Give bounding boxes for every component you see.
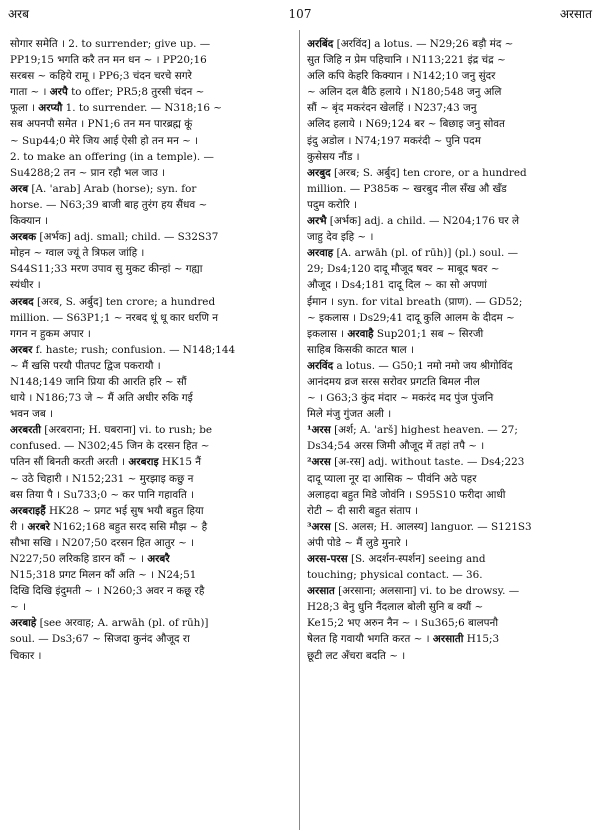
text-line: [307, 277, 591, 293]
text-line: [307, 294, 591, 310]
entry-text: दादू प्याला नूर दा आसिक ~ पीवंनि अठे पहर: [307, 472, 477, 485]
headword: अरविंद: [307, 359, 334, 372]
entry-text: to offer; PR5;8 तुरसी चंदन ~: [67, 86, 205, 99]
text-line: [307, 68, 591, 84]
headword: अरबराइ: [128, 456, 159, 469]
entry-text: षेलत हि गवायौ भगति करत ~ ।: [307, 633, 433, 646]
entry-text: N148;149 जानि प्रिया की आरति हरि ~ सौं: [10, 375, 187, 388]
text-line: [307, 149, 591, 165]
entry-text: [अर्श; A. 'arš] highest heaven. — 27;: [330, 424, 518, 437]
entry-text: बस तिया पै । Su733;0 ~ कर पानि गहावति ।: [10, 488, 194, 501]
headword: अरबद: [10, 295, 34, 308]
entry-text: पतिन सौं बिनती करती अरती ।: [10, 456, 129, 469]
entry-text: दिखि दिखि इंदुमती ~ । N260;3 अवर न कछू रहै: [10, 585, 205, 598]
text-line: [10, 390, 294, 406]
entry-text: [अरसाना; अलसाना] vi. to be drowsy. —: [334, 585, 520, 598]
entry-text: ~ Sup44;0 मेरे जिय आई ऐसी हो तन मन ~ ।: [10, 134, 199, 147]
entry-text: 29; Ds4;120 दादू मौजूद षवर ~ माबूद षवर ~: [307, 263, 500, 276]
entry-text: किक्यान ।: [10, 215, 48, 228]
text-line: [307, 438, 591, 454]
entry-text: ~ उठे चिहारी । N152;231 ~ मुरझाइ कछु न: [10, 472, 194, 485]
headword: ³अरस: [307, 520, 331, 533]
entry-text: [अरब, S. अर्बुद] ten crore; a hundred: [33, 295, 216, 308]
entry-text: चिकार ।: [10, 649, 42, 662]
entry-text: कुसेसय नौंड ।: [307, 150, 360, 163]
entry-text: H15;3: [463, 633, 500, 646]
text-line: [307, 374, 591, 390]
text-line: [10, 100, 294, 116]
entry-text: जाहु देव इहि ~ ।: [307, 231, 374, 244]
entry-text: सुत जिहि न प्रेम पहिचानि । N113;221 इंद्र चंद्र ~: [307, 54, 506, 67]
headword: अरभै: [307, 215, 327, 228]
text-line: [307, 551, 591, 567]
entry-text: गगन न हुकम अपार ।: [10, 327, 91, 340]
entry-text: साहिब किसकी काटत षाल ।: [307, 343, 414, 356]
text-line: [307, 648, 591, 664]
entry-text: a lotus. — G50;1 नमो नमो जय श्रीगोविंद: [333, 359, 513, 372]
text-line: [10, 52, 294, 68]
entry-text: [अरविंद] a lotus. — N29;26 बड़ौ मंद ~: [333, 38, 514, 50]
headword: अरबरती: [10, 424, 41, 437]
entry-text: औजूद । Ds4;181 दादू दिल ~ का सो अपणां: [307, 279, 487, 292]
headword: अरपै: [49, 86, 68, 99]
text-line: [307, 342, 591, 358]
header-last-word: अरसात: [559, 7, 592, 21]
text-line: [307, 181, 591, 197]
text-line: [307, 245, 591, 261]
text-line: [307, 261, 591, 277]
text-line: [307, 599, 591, 615]
entry-text: स्यंधीर ।: [10, 279, 41, 292]
text-line: [10, 133, 294, 149]
entry-text: ईमान । syn. for vital breath (प्राण). — GD52;: [307, 295, 523, 308]
text-line: [10, 471, 294, 487]
entry-text: f. haste; rush; confusion. — N148;144: [32, 343, 236, 356]
headword: अरबर: [10, 343, 33, 356]
text-line: [10, 454, 294, 470]
header-first-word: अरब: [8, 7, 29, 21]
entry-text: ~ ।: [10, 601, 26, 614]
entry-text: H28;3 बेनु धुनि नैंदलाल बोली सुनि ब क्यौं ~: [307, 601, 484, 614]
entry-text: आनंदमय व्रज सरस सरोवर प्रगटति बिमल नील: [307, 375, 480, 388]
text-line: [307, 36, 591, 52]
running-header: [8, 6, 592, 22]
entry-text: अलिद हलाये । N69;124 बर ~ बिछाइ जनु सोवत: [307, 118, 505, 131]
text-line: [307, 503, 591, 519]
text-line: [307, 229, 591, 245]
right-column: [307, 36, 591, 664]
entry-text: million. — S63P1;1 ~ नरबद धूं धू कार धरणि न: [10, 311, 219, 324]
text-line: [307, 631, 591, 647]
entry-text: ~ । G63;3 कुंद मंदार ~ मकरंद मद पुंज पुंजनि: [307, 392, 494, 405]
text-line: [307, 133, 591, 149]
text-line: [307, 422, 591, 438]
entry-text: 1. to surrender. — N318;16 ~: [62, 102, 222, 115]
entry-text: [अ-रस] adj. without taste. — Ds4;223: [330, 456, 525, 469]
entry-text: N162;168 बहुत सरद ससि मौझ ~ है: [49, 520, 208, 533]
text-line: [307, 471, 591, 487]
entry-text: पदुम करोरि ।: [307, 198, 358, 211]
text-line: [10, 197, 294, 213]
entry-text: सोगार समेति । 2. to surrender; give up. —: [10, 38, 211, 50]
entry-text: सरबस ~ कहिये रामू । PP6;3 चंदन चरचे सगरे: [10, 70, 192, 83]
text-line: [307, 406, 591, 422]
entry-text: [A. arwāh (pl. of rūh)] (pl.) soul. —: [333, 247, 518, 260]
text-line: [307, 326, 591, 342]
entry-text: सब अपनपौ समेत । PN1;6 तन मन पारब्रह्म कूं: [10, 118, 193, 131]
entry-text: [S. अदर्शन-स्पर्शन] seeing and: [347, 553, 486, 565]
entry-text: N227;50 लरिकहि डारन कौं ~ ।: [10, 553, 148, 565]
text-line: [10, 422, 294, 438]
text-line: [10, 358, 294, 374]
entry-text: Sup201;1 सब ~ सिरजी: [373, 327, 484, 340]
entry-text: Ds34;54 अरस जिमी औजूद में तहां तपै ~ ।: [307, 440, 485, 453]
entry-text: touching; physical contact. — 36.: [307, 569, 483, 582]
text-line: [307, 535, 591, 551]
text-line: [307, 519, 591, 535]
entry-text: [अरब; S. अर्बुद] ten crore, or a hundred: [330, 166, 527, 179]
headword: अरवाह: [307, 247, 334, 260]
headword: अरबाहे: [10, 617, 37, 630]
text-line: [307, 165, 591, 181]
text-line: [10, 116, 294, 132]
text-line: [10, 551, 294, 567]
entry-text: [S. अलस; H. आलस्य] languor. — S121S3: [330, 520, 532, 533]
headword: अरबक: [10, 231, 37, 244]
headword: अरबराइहैं: [10, 504, 46, 517]
text-line: [10, 487, 294, 503]
entry-text: [अर्भक] adj. small; child. — S32S37: [36, 231, 219, 244]
column-divider: [299, 30, 300, 830]
entry-text: million. — P385क ~ खरबुद नील सँख औ खँड: [307, 182, 507, 195]
entry-text: मिले मंजु गुंजत अली ।: [307, 408, 392, 421]
text-line: [10, 213, 294, 229]
entry-text: सौभा सखि । N207;50 दरसन हित आतुर ~ ।: [10, 536, 195, 549]
text-line: [10, 68, 294, 84]
entry-text: ~ मैं खसि परयौ पीतपट द्विज पकरायौ ।: [10, 359, 161, 372]
text-line: [307, 310, 591, 326]
text-line: [307, 583, 591, 599]
entry-text: [see अरवाह; A. arwāh (pl. of rūh)]: [36, 617, 209, 630]
page-number: 107: [288, 7, 312, 21]
text-line: [307, 454, 591, 470]
text-line: [307, 390, 591, 406]
text-line: [10, 374, 294, 390]
entry-text: इकलास ।: [307, 327, 348, 340]
entry-text: अलि कपि केहरि किक्यान । N142;10 जनु सुंदर: [307, 70, 496, 83]
entry-text: Ke15;2 भए अरुन नैन ~ । Su365;6 बालपनौ: [307, 617, 499, 630]
entry-text: S44S11;33 मरण उपाव सु मुकट कीन्हां ~ गह्या: [10, 263, 203, 276]
entry-text: छूटी लट अँचरा बदति ~ ।: [307, 649, 406, 662]
entry-text: गाता ~ ।: [10, 86, 50, 99]
text-line: [10, 519, 294, 535]
headword: अरबिंद: [307, 38, 334, 50]
entry-text: अलाहदा बहुत मिडे जोवंनि । S95S10 फरीदा आधी: [307, 488, 506, 501]
headword: अरबरै: [147, 553, 170, 565]
entry-text: अंपी पोडे ~ मैं लुडे मुनारे ।: [307, 536, 408, 549]
text-line: [10, 406, 294, 422]
entry-text: HK28 ~ प्रगट भई सुष भयौ बहुत हिया: [45, 504, 204, 517]
headword: अरबरे: [27, 520, 50, 533]
text-line: [307, 487, 591, 503]
text-line: [307, 197, 591, 213]
entry-text: [अर्भक] adj. a child. — N204;176 घर ले: [326, 215, 520, 228]
text-line: [307, 213, 591, 229]
text-line: [10, 503, 294, 519]
entry-text: N15;318 प्रगट मिलन कौं अति ~ । N24;51: [10, 569, 197, 582]
text-line: [10, 36, 294, 52]
text-line: [10, 583, 294, 599]
text-line: [307, 116, 591, 132]
entry-text: रोटी ~ दी सारी बहुत संताप ।: [307, 504, 419, 517]
left-column: [10, 36, 294, 664]
text-line: [10, 229, 294, 245]
entry-text: HK15 नैं: [158, 456, 201, 469]
text-line: [307, 567, 591, 583]
headword: अरस-परस: [307, 553, 348, 565]
entry-text: मोहन ~ ग्वाल ज्यूं ते त्रिफल जांहि ।: [10, 247, 145, 260]
text-line: [307, 358, 591, 374]
text-line: [10, 149, 294, 165]
headword: अरब: [10, 182, 29, 195]
entry-text: [अरबराना; H. घबराना] vi. to rush; be: [41, 424, 212, 437]
text-line: [10, 84, 294, 100]
entry-text: Su4288;2 तन ~ प्रान रहौ भल जाउ ।: [10, 166, 166, 179]
headword: अरप्यौ: [38, 102, 63, 115]
entry-text: ~ अलिन दल बैठि हलाये । N180;548 जनु अलि: [307, 86, 502, 99]
headword: अरवाहै: [347, 327, 374, 340]
text-line: [10, 310, 294, 326]
entry-text: फूला ।: [10, 102, 39, 115]
text-line: [10, 648, 294, 664]
text-line: [10, 277, 294, 293]
headword: ¹अरस: [307, 424, 331, 437]
headword: ²अरस: [307, 456, 331, 469]
entry-text: horse. — N63;39 बाजी बाह तुरंग हय सैंधव ~: [10, 198, 208, 211]
entry-text: confused. — N302;45 जिन के दरसन हित ~: [10, 440, 210, 453]
text-line: [307, 84, 591, 100]
headword: अरबुद: [307, 166, 331, 179]
text-line: [307, 52, 591, 68]
text-line: [10, 326, 294, 342]
text-line: [10, 261, 294, 277]
text-line: [10, 181, 294, 197]
entry-text: री ।: [10, 520, 28, 533]
text-line: [10, 294, 294, 310]
entry-text: [A. 'arab] Arab (horse); syn. for: [28, 182, 197, 195]
headword: अरसाती: [432, 633, 464, 646]
entry-text: सौं ~ बृंद मकरंदन खेलहिं । N237;43 जनु: [307, 102, 477, 115]
headword: अरसात: [307, 585, 335, 598]
text-line: [10, 535, 294, 551]
text-line: [10, 631, 294, 647]
entry-text: भवन जब ।: [10, 408, 54, 421]
entry-text: 2. to make an offering (in a temple). —: [10, 150, 214, 163]
entry-text: ~ इकलास । Ds29;41 दादू कुलि आलम के दीदम ~: [307, 311, 515, 324]
text-line: [307, 615, 591, 631]
text-line: [10, 438, 294, 454]
entry-text: soul. — Ds3;67 ~ सिजदा कुनंद औजूद रा: [10, 633, 190, 646]
text-line: [307, 100, 591, 116]
entry-text: PP19;15 भगति करै तन मन धन ~ । PP20;16: [10, 54, 207, 67]
text-line: [10, 615, 294, 631]
entry-text: धाये । N186;73 जे ~ मैं अति अधीर रुकि गई: [10, 392, 193, 405]
text-line: [10, 567, 294, 583]
text-line: [10, 165, 294, 181]
text-line: [10, 342, 294, 358]
text-line: [10, 599, 294, 615]
text-line: [10, 245, 294, 261]
entry-text: इंदु अडोल । N74;197 मकरंदी ~ पुनि पदम: [307, 134, 481, 147]
